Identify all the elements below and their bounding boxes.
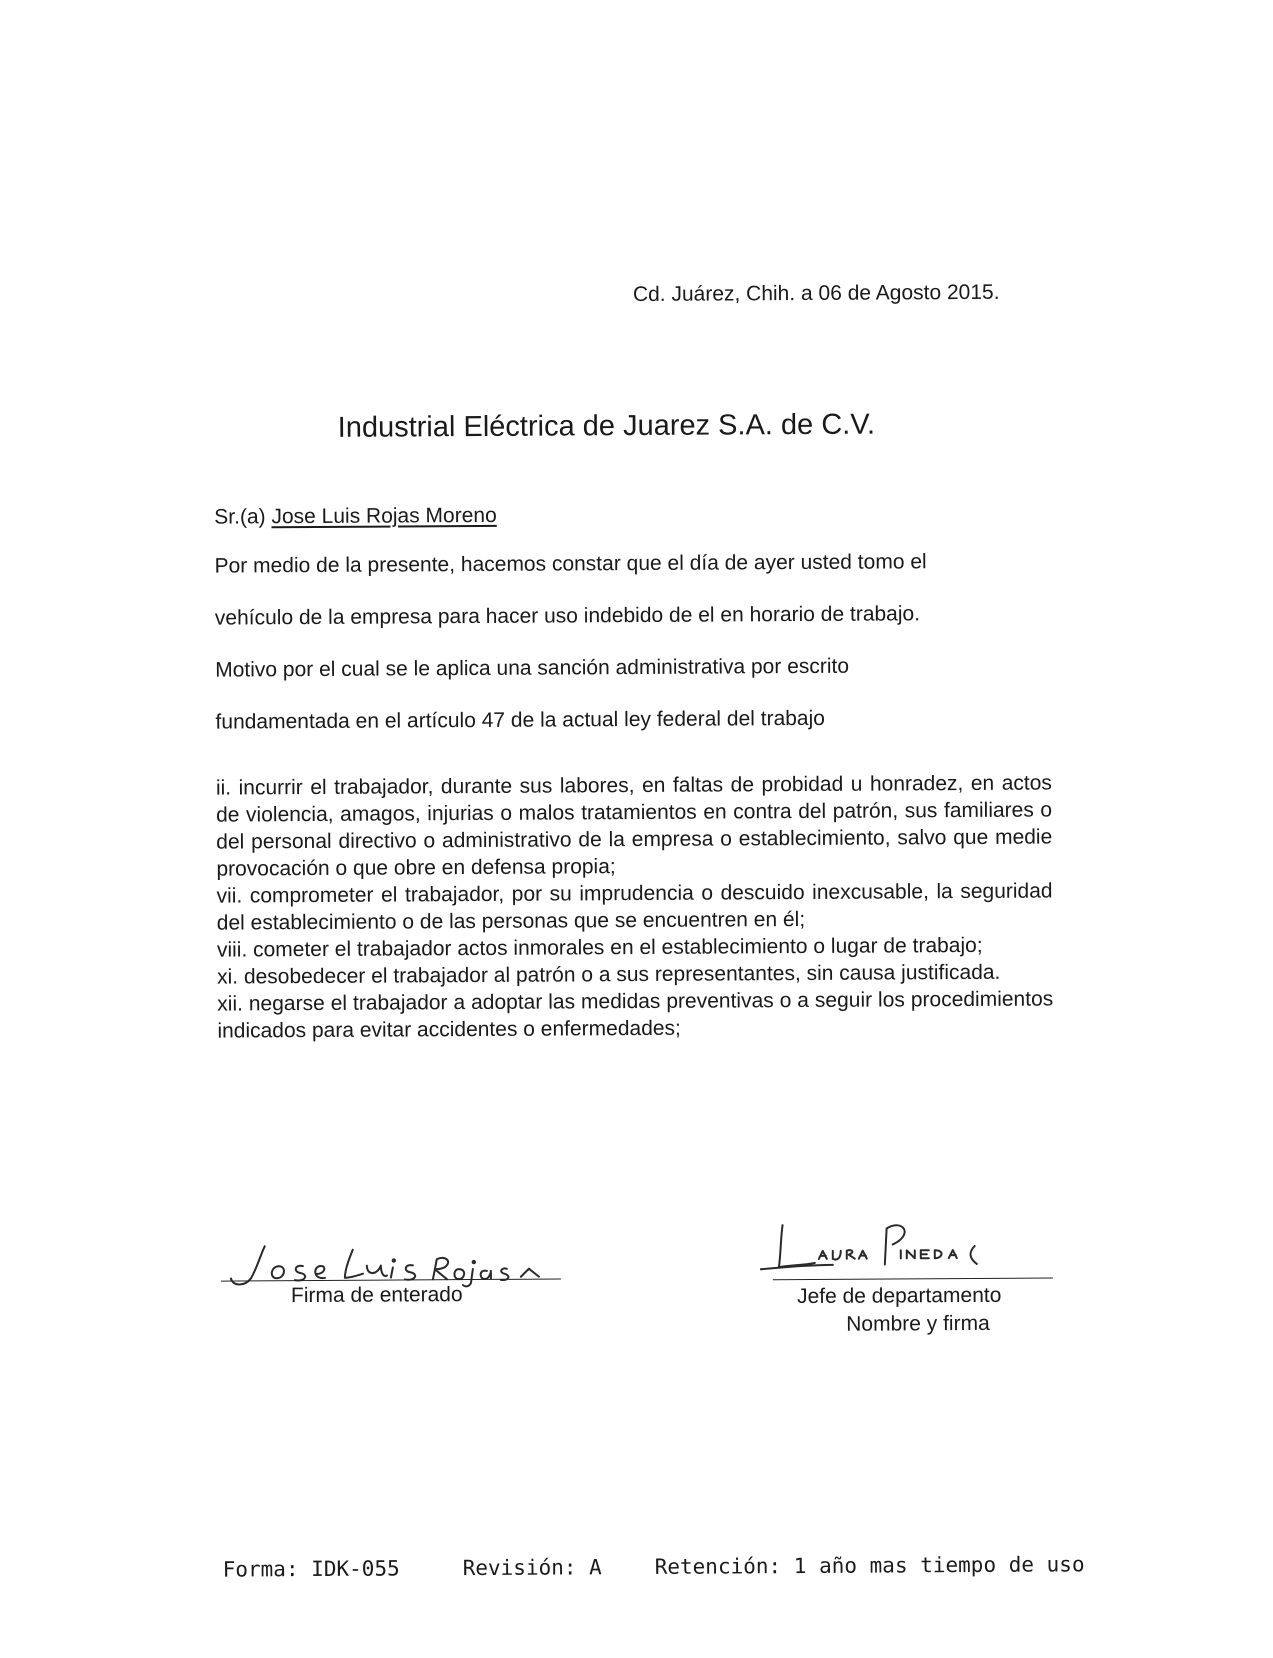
article-item: ii. incurrir el trabajador, durante sus labores, en faltas de probidad u honradez, en actos de violencia, amagos, injurias o malos tratamientos en contra del patrón, sus familiares o del personal directivo o administrativo de la empresa o establecimiento, salvo que medie provocación o que obre en defensa propia; — [215, 771, 1053, 881]
employee-signature-caption: Firma de enterado — [290, 1283, 463, 1308]
article-item: vii. comprometer el trabajador, por su imprudencia o descuido inexcusable, la seguridad del establecimiento o de las personas que se encuentren en él; — [216, 879, 1053, 935]
article-item: xii. negarse el trabajador a adoptar las medidas preventivas o a seguir los procedimientos indicados para evitar accidentes o enfermedades; — [217, 987, 1054, 1043]
body-line: vehículo de la empresa para hacer uso indebido de el en horario de trabajo. — [214, 602, 921, 630]
footer-form: Forma: IDK-055 — [222, 1556, 400, 1582]
supervisor-name-caption: Nombre y firma — [846, 1311, 990, 1336]
legal-articles — [216, 769, 1054, 1044]
footer-retention: Retención: 1 año mas tiempo de uso — [654, 1552, 1085, 1579]
supervisor-signature-block — [753, 1207, 1054, 1339]
supervisor-title-caption: Jefe de departamento — [796, 1283, 1002, 1309]
body-line: Motivo por el cual se le aplica una sanción administrativa por escrito — [215, 654, 850, 682]
salutation — [214, 504, 497, 530]
body-line: fundamentada en el artículo 47 de la actual ley federal del trabajo — [215, 706, 825, 734]
employee-signature-block — [221, 1230, 562, 1322]
recipient-name: Jose Luis Rojas Moreno — [271, 503, 497, 529]
supervisor-signature — [753, 1207, 1053, 1281]
article-item: xi. desobedecer el trabajador al patrón o a sus representantes, sin causa justificada. — [217, 960, 1001, 989]
article-item: viii. cometer el trabajador actos inmorales en el establecimiento o lugar de trabajo; — [216, 933, 983, 962]
salutation-prefix: Sr.(a) — [214, 505, 266, 529]
footer-revision: Revisión: A — [462, 1555, 602, 1581]
company-name: Industrial Eléctrica de Juarez S.A. de C.V. — [337, 408, 876, 444]
body-line: Por medio de la presente, hacemos constar que el día de ayer usted tomo el — [214, 550, 927, 578]
place-date: Cd. Juárez, Chih. a 06 de Agosto 2015. — [632, 280, 1000, 307]
